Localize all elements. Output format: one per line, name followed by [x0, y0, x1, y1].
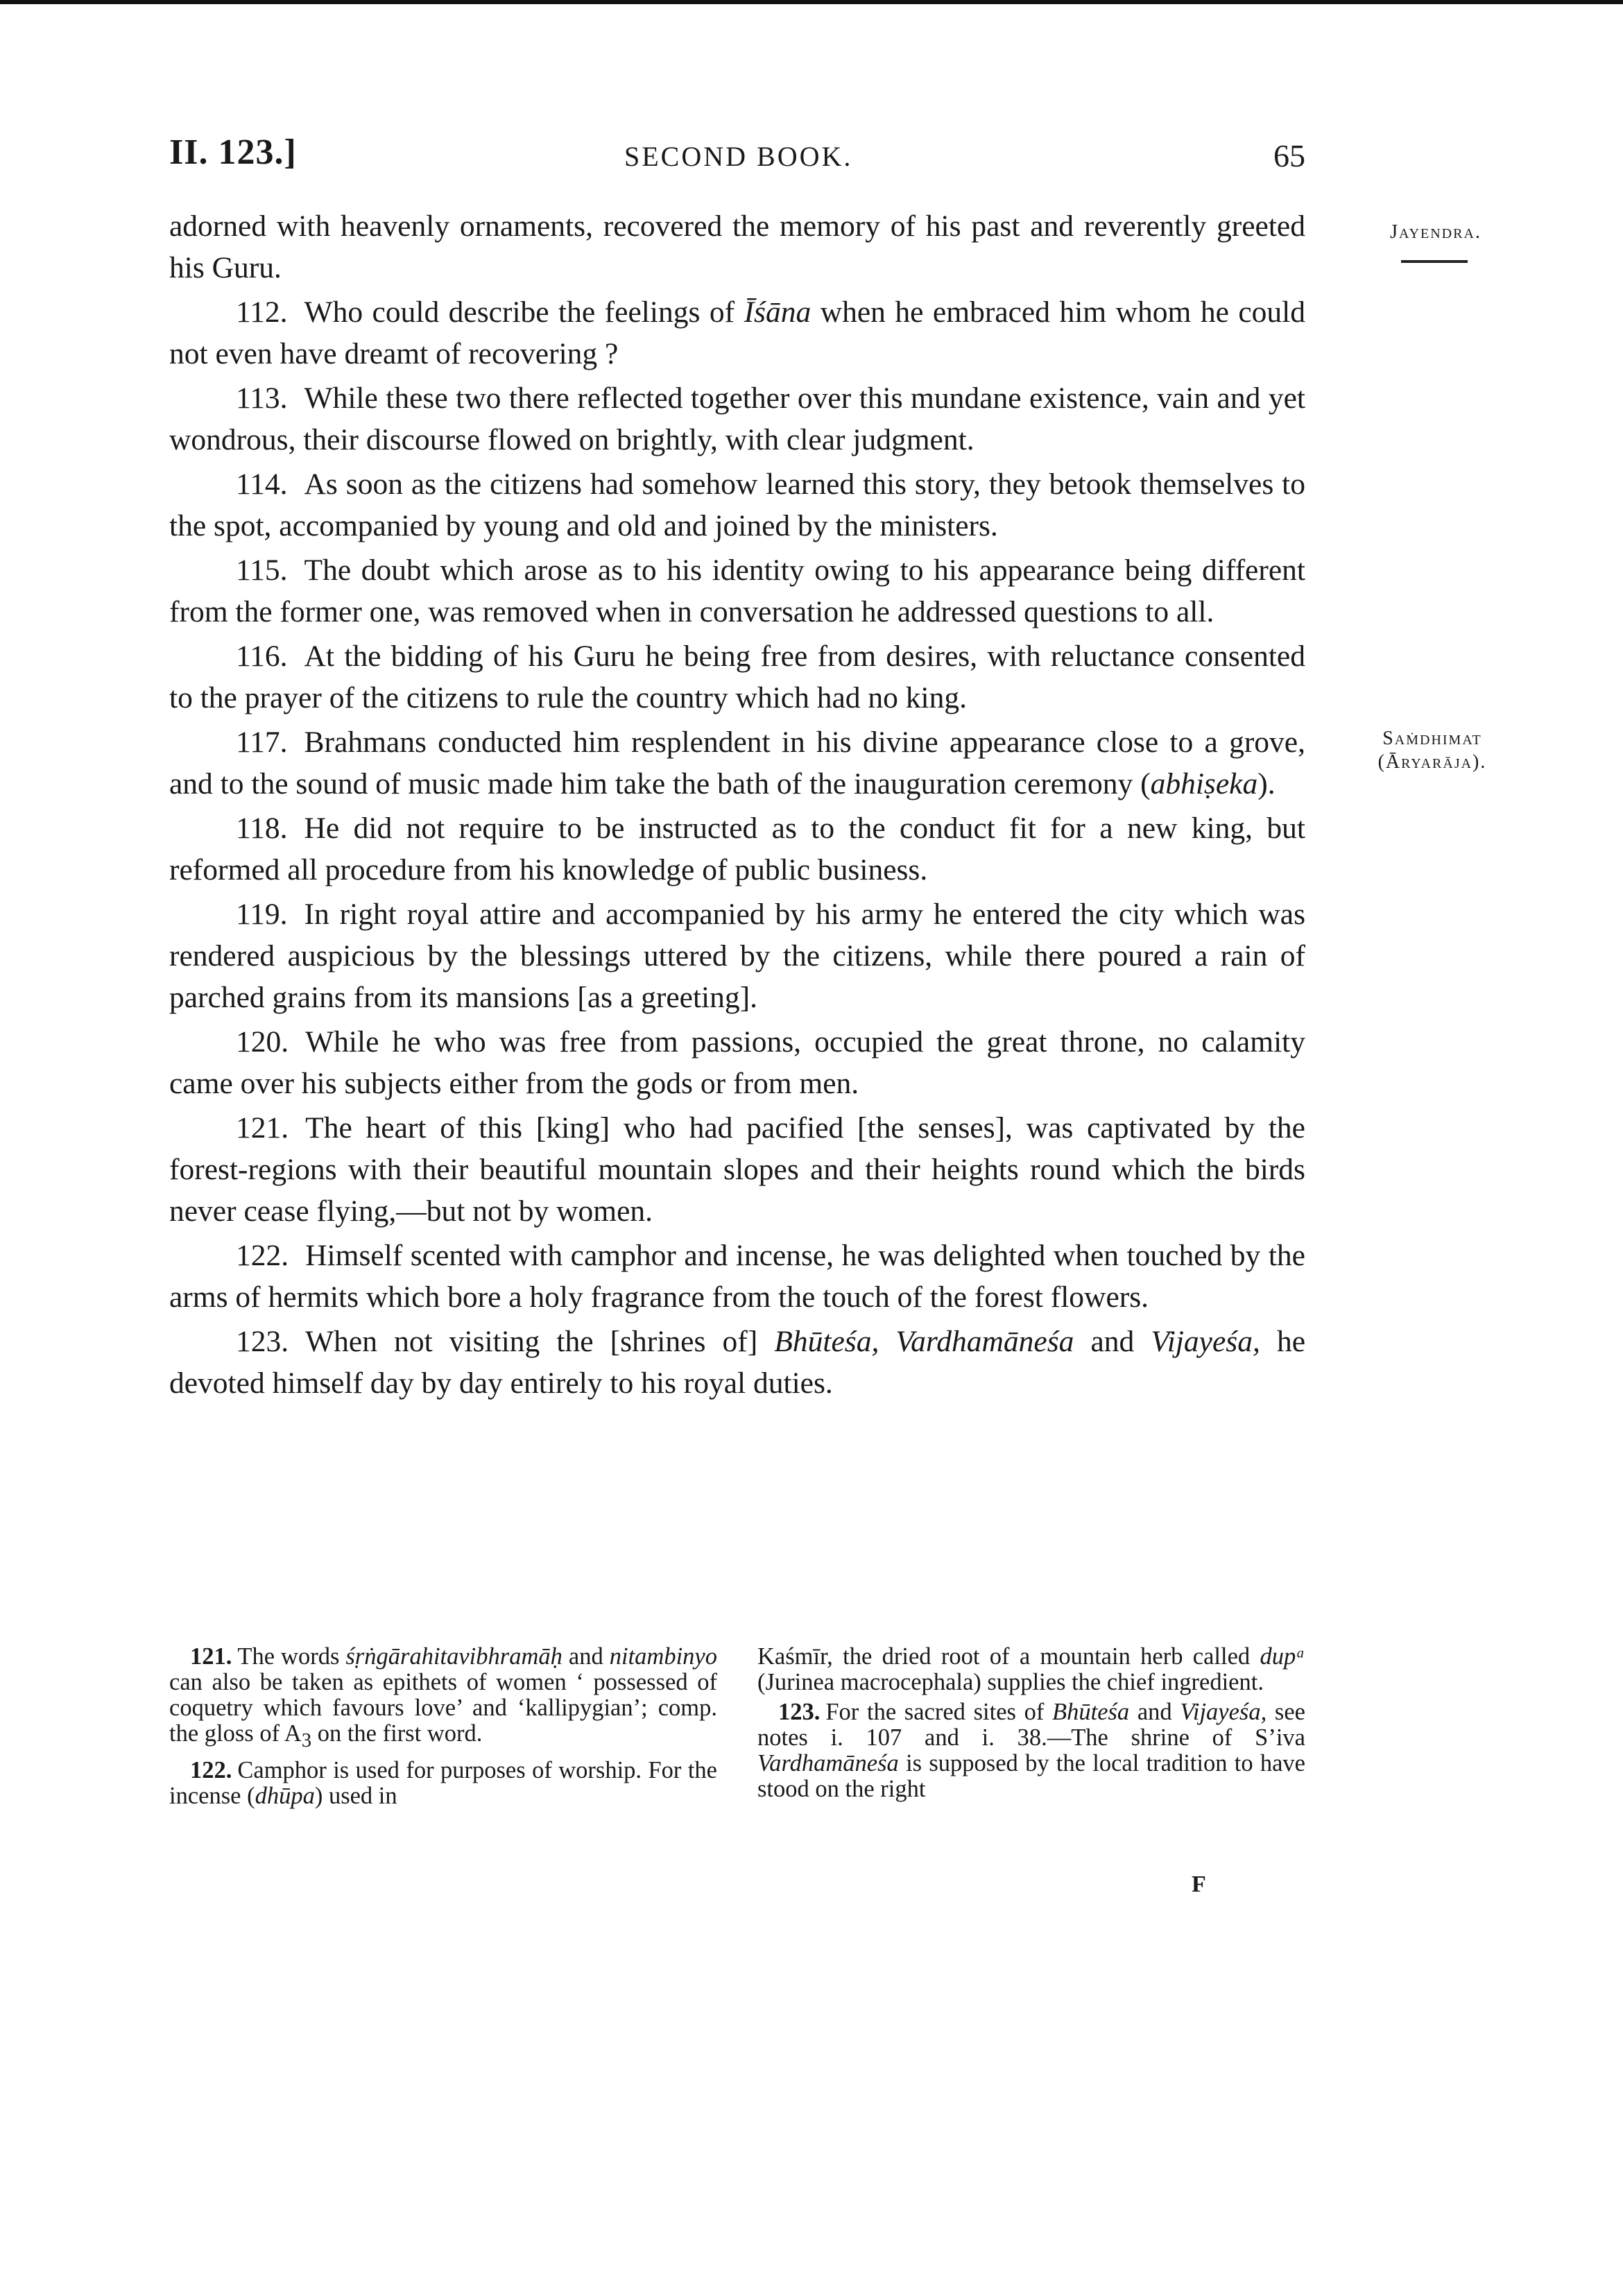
margin-note-samdhimat [1359, 727, 1505, 774]
verse-text: At the bidding of his Guru he being free from desires, with reluctance consented to the prayer of the citizens to rule the country which had no king. [169, 640, 1305, 714]
verse-text: Brahmans conducted him resplendent in his divine appearance close to a grove, and to the sound of music made him take the bath of the inauguration ceremony ( [169, 726, 1305, 800]
running-head [0, 132, 1623, 194]
verse-113 [169, 377, 1305, 461]
footnote-italic: śṛṅgārahitavibhramāḥ [345, 1643, 563, 1670]
footnote-text: can also be taken as epithets of women ‘ possessed of coquetry which favours love’ and ‘kallipygian’; comp. the gloss of A [169, 1669, 717, 1747]
verse-117 [169, 721, 1305, 805]
verse-number: 123. [236, 1325, 289, 1358]
footnote-italic: Bhūteśa [1052, 1699, 1130, 1725]
verse-text: ). [1257, 767, 1276, 800]
verse-114 [169, 463, 1305, 547]
footnote-italic: nitambinyo [609, 1643, 717, 1670]
verse-text: Who could describe the feelings of [304, 295, 744, 329]
margin-note-rule [1401, 260, 1468, 263]
main-text [169, 205, 1305, 1404]
verse-number: 117. [236, 726, 288, 759]
footnote-number: 122. [190, 1756, 232, 1783]
footnotes [169, 1644, 1305, 1813]
footnote-122-continued [757, 1644, 1305, 1695]
verse-number: 116. [236, 640, 288, 673]
footnote-italic: Vardhamāneśa [757, 1750, 899, 1776]
verse-number: 118. [236, 812, 288, 845]
footnote-text: see notes i. 107 and i. 38.—The shrine of S’iva [757, 1699, 1305, 1751]
page-number: 65 [1273, 138, 1305, 173]
verse-number: 113. [236, 382, 288, 415]
verse-number: 114. [236, 468, 288, 501]
verse-text: When not visiting the [shrines of] [305, 1325, 775, 1358]
footnote-italic: Vijayeśa, [1180, 1699, 1267, 1725]
verse-text: He did not require to be instructed as to the conduct fit for a new king, but reformed all procedure from his knowledge of public business. [169, 812, 1305, 886]
verse-italic: Īśāna [744, 295, 812, 329]
footnote-column-right [757, 1644, 1305, 1813]
footnote-subscript: 3 [301, 1729, 312, 1751]
margin-note-jayendra: Jayendra. [1390, 221, 1482, 243]
verse-text: As soon as the citizens had somehow learned this story, they betook themselves to the spot, accompanied by young and old and joined by the ministers. [169, 468, 1305, 542]
footnote-122 [169, 1758, 717, 1809]
footnote-123 [757, 1699, 1305, 1802]
verse-italic: Vijayeśa, [1151, 1325, 1260, 1358]
verse-120 [169, 1021, 1305, 1104]
verse-112 [169, 291, 1305, 375]
footnote-121 [169, 1644, 717, 1754]
verse-123 [169, 1321, 1305, 1404]
verse-115 [169, 549, 1305, 633]
verse-text: In right royal attire and accompanied by his army he entered the city which was rendered auspicious by the blessings uttered by the citizens, while there poured a rain of parched grains from its mansions [as a greeting]. [169, 898, 1305, 1014]
verse-number: 112. [236, 295, 288, 329]
verse-number: 122. [236, 1239, 289, 1272]
margin-note-line: Saṁdhimat [1382, 728, 1482, 749]
verse-text: While he who was free from passions, occupied the great throne, no calamity came over his subjects either from the gods or from men. [169, 1025, 1305, 1100]
footnote-text: For the sacred sites of [825, 1699, 1053, 1725]
verse-119 [169, 893, 1305, 1018]
section-reference: II. 123.] [169, 132, 297, 172]
footnote-number: 123. [778, 1699, 821, 1725]
verse-number: 115. [236, 554, 288, 587]
footnote-number: 121. [190, 1643, 232, 1670]
verse-number: 120. [236, 1025, 289, 1059]
footnote-italic: dupᵃ [1260, 1643, 1305, 1670]
verse-text: While these two there reflected together over this mundane existence, vain and yet wondrous, their discourse flowed on brightly, with clear judgment. [169, 382, 1305, 456]
continuation-paragraph: adorned with heavenly ornaments, recovered the memory of his past and reverently greeted his Guru. [169, 209, 1305, 284]
footnote-column-left [169, 1644, 717, 1813]
footnote-text: ) used in [314, 1782, 397, 1809]
verse-italic: abhiṣeka [1150, 767, 1258, 800]
verse-text: The doubt which arose as to his identity owing to his appearance being different from the former one, was removed when in conversation he addressed questions to all. [169, 554, 1305, 628]
top-border-rule [0, 0, 1623, 4]
footnote-text: (Jurinea macrocephala) supplies the chief ingredient. [757, 1669, 1264, 1695]
verse-text: when he embraced him whom he could not even have dreamt of recovering ? [169, 295, 1306, 370]
footnote-text: The words [237, 1643, 346, 1670]
margin-note-line: (Āryarāja). [1377, 751, 1487, 773]
footnote-text: and [1129, 1699, 1180, 1725]
footnote-text: Kaśmīr, the dried root of a mountain herb called [757, 1643, 1260, 1670]
verse-number: 119. [236, 898, 288, 931]
verse-text: he devoted himself day by day entirely to his royal duties. [169, 1325, 1306, 1400]
footnote-text: is supposed by the local tradition to have stood on the right [757, 1750, 1305, 1802]
verse-italic: Bhūteśa, Vardhamāneśa [774, 1325, 1074, 1358]
footnote-text: Camphor is used for purposes of worship. For the incense ( [169, 1756, 717, 1809]
signature-mark: F [1192, 1871, 1206, 1897]
verse-text: and [1074, 1325, 1151, 1358]
verse-text: Himself scented with camphor and incense, he was delighted when touched by the arms of hermits which bore a holy fragrance from the touch of the forest flowers. [169, 1239, 1305, 1314]
verse-116 [169, 635, 1305, 719]
verse-number: 121. [236, 1111, 289, 1145]
footnote-text: and [562, 1643, 610, 1670]
verse-text: The heart of this [king] who had pacified [the senses], was captivated by the forest-regions with their beautiful mountain slopes and their heights round which the birds never cease flying,—but not by women. [169, 1111, 1305, 1228]
book-title: SECOND BOOK. [624, 141, 853, 172]
verse-121 [169, 1107, 1305, 1232]
verse-118 [169, 807, 1305, 891]
footnote-italic: dhūpa [255, 1782, 315, 1809]
verse-122 [169, 1235, 1305, 1318]
footnote-text: on the first word. [311, 1720, 483, 1747]
